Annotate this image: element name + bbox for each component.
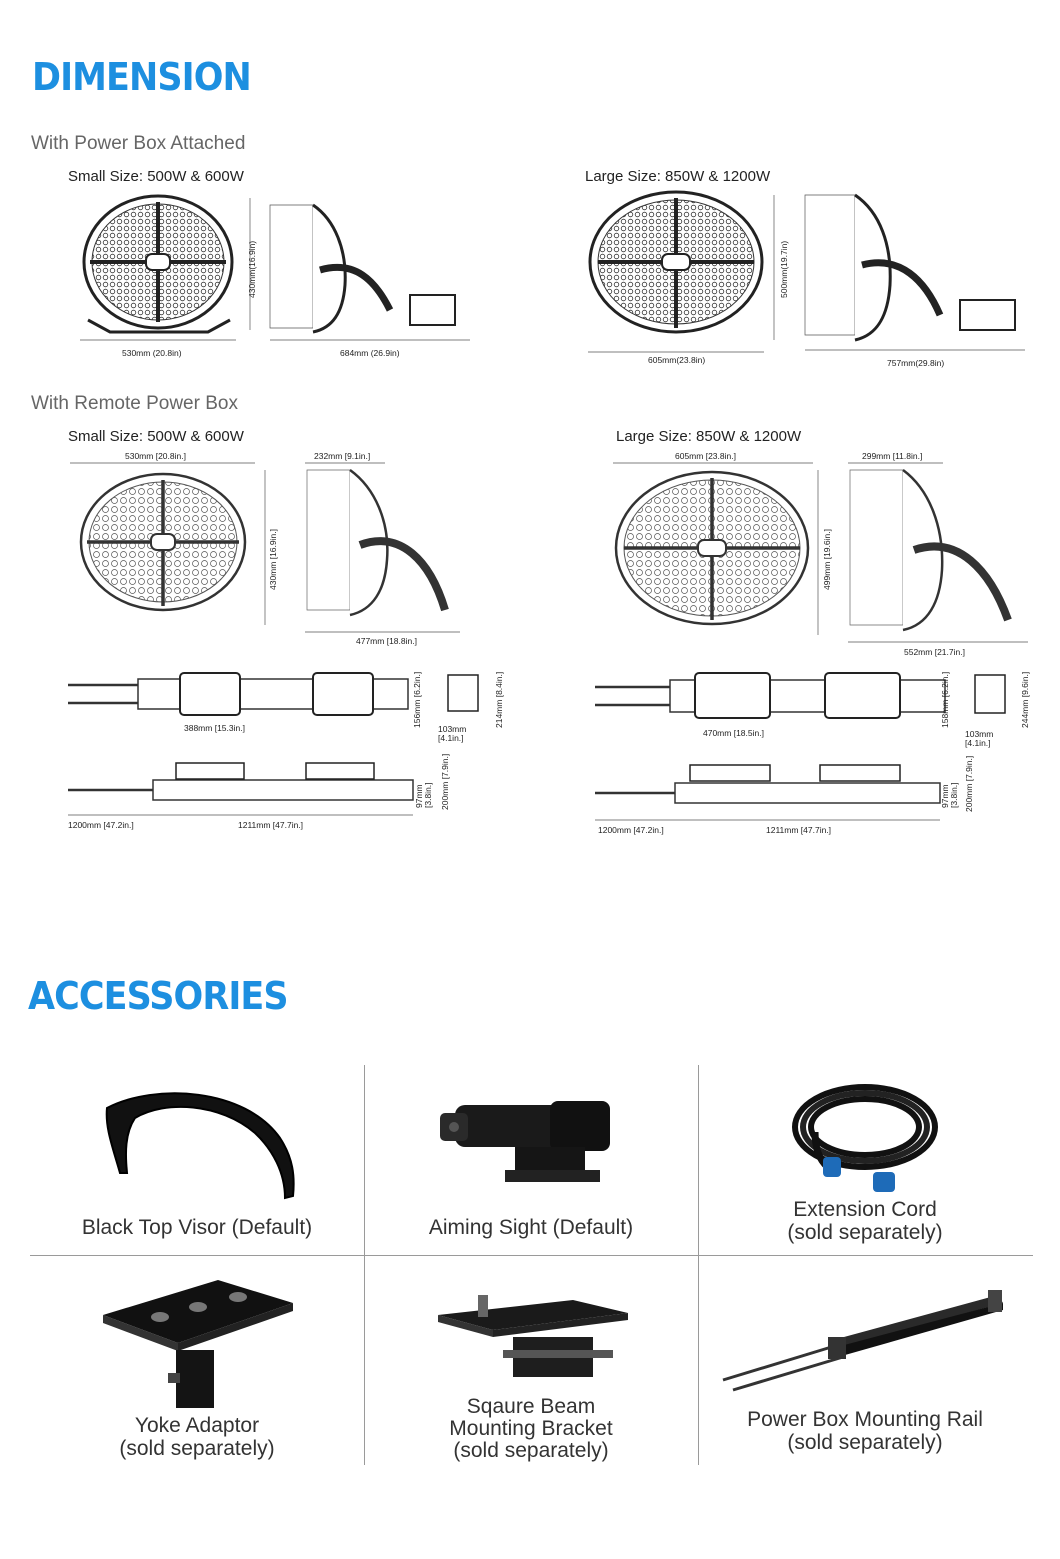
attached-small-side-drawing (265, 200, 475, 350)
beam-bracket-label-1: Sqaure Beam (466, 1395, 596, 1418)
attached-large-label: Large Size: 850W & 1200W (585, 168, 771, 185)
attached-small-height: 430mm(16.9in) (247, 240, 257, 298)
attached-small-width: 530mm (20.8in) (122, 348, 182, 358)
remote-large-rail-height-b: [3.8in.] (949, 782, 959, 808)
remote-large-rail-length: 1211mm [47.7in.] (766, 825, 832, 835)
remote-large-box-height: 158mm [6.2in.] (940, 671, 950, 728)
remote-small-rail-height-a: 97mm (414, 784, 424, 808)
beam-bracket-label-2: Mounting Bracket (449, 1417, 613, 1440)
remote-large-rail-drawing (595, 665, 1025, 830)
remote-small-label: Small Size: 500W & 600W (68, 428, 244, 445)
attached-large-depth: 757mm(29.8in) (887, 358, 945, 368)
remote-large-end-width-a: 103mm (965, 729, 994, 739)
remote-large-rail-total-height: 200mm [7.9in.] (964, 755, 974, 812)
remote-large-height: 499mm [19.6in.] (822, 529, 832, 590)
attached-small-depth: 684mm (26.9in) (340, 348, 400, 358)
remote-large-side-width: 299mm [11.8in.] (862, 451, 923, 461)
remote-small-side-depth: 477mm [18.8in.] (356, 636, 417, 646)
remote-small-end-height: 214mm [8.4in.] (494, 671, 504, 728)
yoke-adaptor-label-2: (sold separately) (119, 1437, 275, 1460)
remote-small-rail-total-height: 200mm [7.9in.] (440, 753, 450, 810)
remote-large-width: 605mm [23.8in.] (675, 451, 736, 461)
attached-subtitle: With Power Box Attached (31, 133, 246, 154)
remote-large-side-depth: 552mm [21.7in.] (904, 647, 965, 657)
remote-small-box-spacing: 388mm [15.3in.] (184, 723, 245, 733)
power-box-rail-image (718, 1285, 1033, 1395)
remote-small-front-drawing (65, 460, 265, 630)
remote-small-box-height: 156mm [6.2in.] (412, 671, 422, 728)
visor-image (95, 1088, 305, 1203)
remote-small-side-width: 232mm [9.1in.] (314, 451, 371, 461)
beam-bracket-image (433, 1295, 633, 1385)
aiming-sight-image (440, 1095, 620, 1190)
remote-small-end-width-b: [4.1in.] (438, 733, 464, 743)
dimension-heading: DIMENSION (32, 55, 251, 99)
attached-small-label: Small Size: 500W & 600W (68, 168, 244, 185)
accessories-heading: ACCESSORIES (28, 974, 288, 1018)
remote-large-front-drawing (608, 460, 823, 640)
attached-large-height: 500mm(19.7in) (779, 240, 789, 298)
power-box-rail-label-2: (sold separately) (787, 1431, 943, 1454)
attached-large-front-drawing (578, 190, 783, 365)
power-box-rail-label-1: Power Box Mounting Rail (747, 1408, 983, 1431)
grid-divider-horizontal (30, 1255, 1033, 1256)
grid-divider-vertical-2 (698, 1065, 699, 1465)
remote-large-label: Large Size: 850W & 1200W (616, 428, 802, 445)
remote-large-cable-length: 1200mm [47.2in.] (598, 825, 664, 835)
remote-large-rail-height-a: 97mm (940, 784, 950, 808)
extension-cord-image (785, 1072, 945, 1197)
remote-small-height: 430mm [16.9in.] (268, 529, 278, 590)
remote-subtitle: With Remote Power Box (31, 393, 238, 414)
beam-bracket-label-3: (sold separately) (453, 1439, 609, 1462)
visor-label: Black Top Visor (Default) (81, 1216, 313, 1239)
attached-small-front-drawing (60, 190, 260, 360)
attached-large-width: 605mm(23.8in) (648, 355, 706, 365)
remote-small-end-width-a: 103mm (438, 724, 467, 734)
yoke-adaptor-label-1: Yoke Adaptor (134, 1414, 260, 1437)
remote-small-rail-length: 1211mm [47.7in.] (238, 820, 304, 830)
extension-cord-label-2: (sold separately) (787, 1221, 943, 1244)
remote-small-rail-height-b: [3.8in.] (423, 782, 433, 808)
remote-large-box-spacing: 470mm [18.5in.] (703, 728, 764, 738)
remote-small-side-drawing (305, 460, 465, 635)
grid-divider-vertical-1 (364, 1065, 365, 1465)
extension-cord-label-1: Extension Cord (793, 1198, 937, 1221)
yoke-adaptor-image (98, 1275, 298, 1415)
remote-large-side-drawing (848, 460, 1033, 645)
attached-large-side-drawing (800, 190, 1030, 360)
remote-large-end-height: 244mm [9.6in.] (1020, 671, 1030, 728)
aiming-sight-label: Aiming Sight (Default) (428, 1216, 634, 1239)
remote-large-end-width-b: [4.1in.] (965, 738, 991, 748)
remote-small-cable-length: 1200mm [47.2in.] (68, 820, 134, 830)
remote-small-width: 530mm [20.8in.] (125, 451, 186, 461)
